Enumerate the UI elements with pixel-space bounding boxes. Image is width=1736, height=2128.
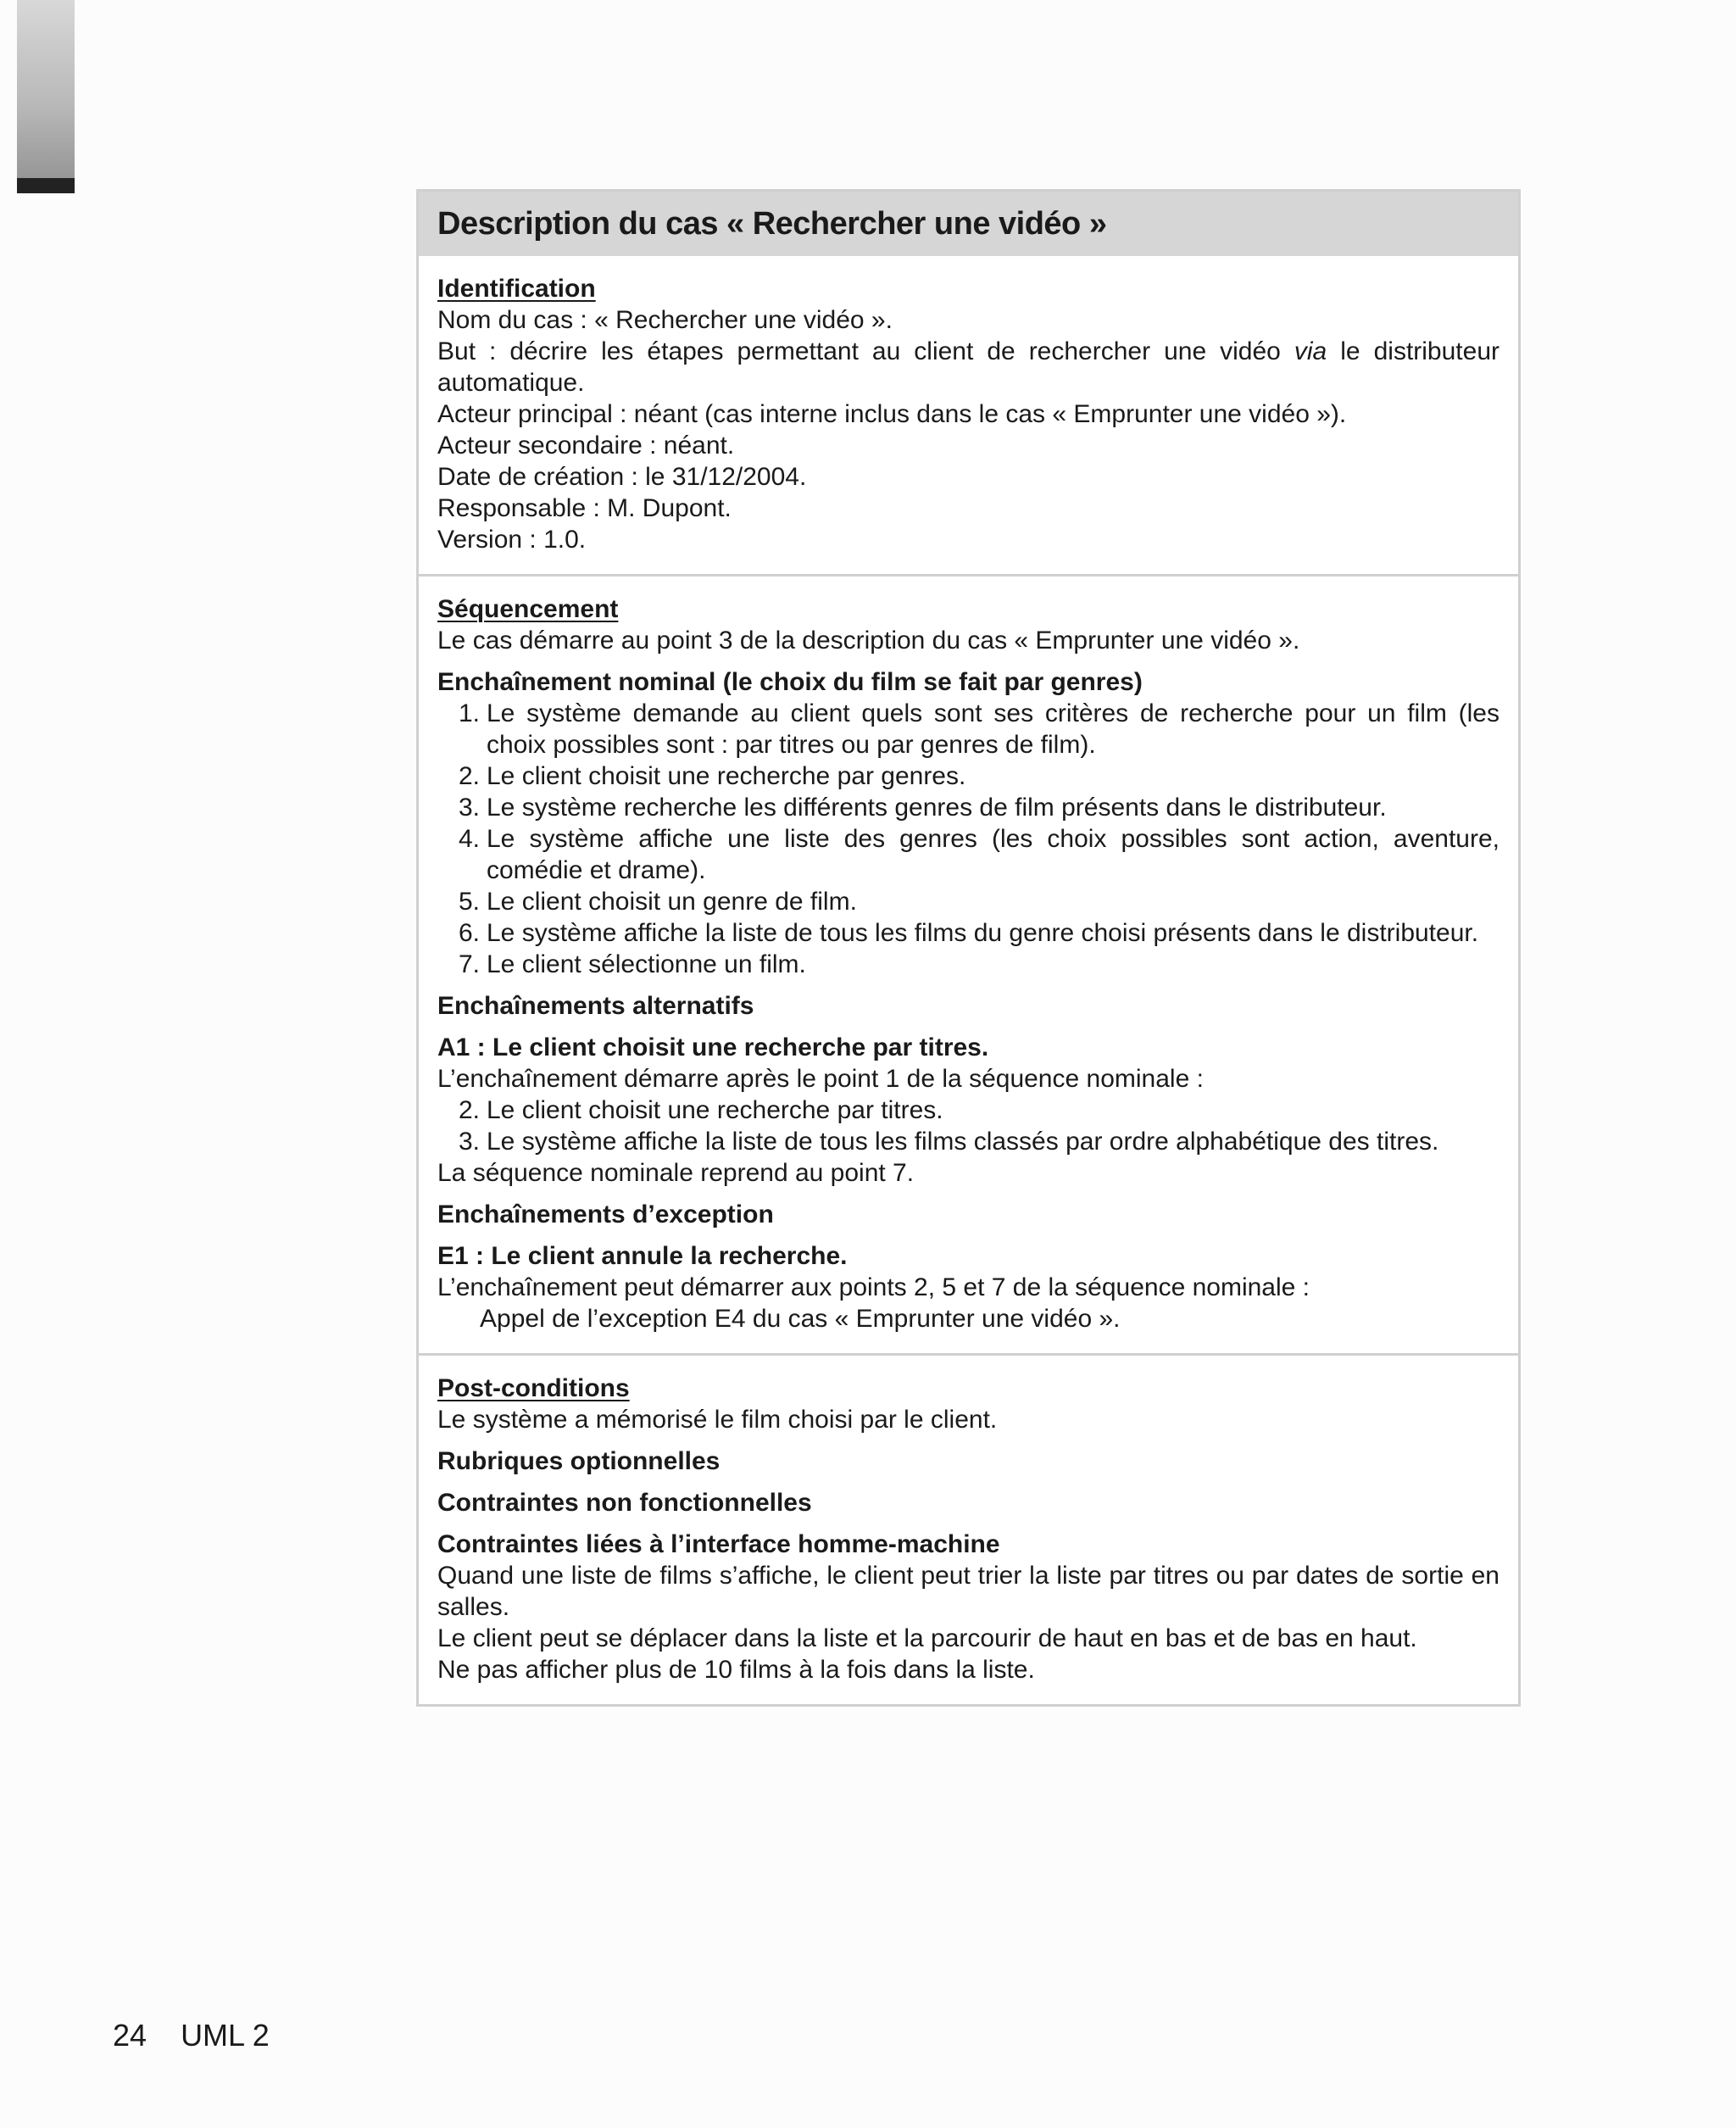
edge-thumb-tab — [17, 0, 75, 193]
page-number: 24 — [113, 2018, 147, 2053]
step-number: 5. — [458, 888, 480, 916]
exc-e1-title: E1 : Le client annule la recherche. — [437, 1242, 848, 1270]
optional-sections-title: Rubriques optionnelles — [437, 1447, 721, 1475]
list-item — [437, 823, 1500, 886]
list-item — [437, 698, 1500, 760]
list-item — [437, 760, 1500, 792]
step-text: Le client sélectionne un film. — [487, 950, 806, 978]
postconditions-heading: Post-conditions — [437, 1374, 630, 1402]
list-item — [437, 1095, 1500, 1126]
id-line-main-actor: Acteur principal : néant (cas interne inclus dans le cas « Emprunter une vidéo »). — [437, 400, 1347, 428]
id-line-name: Nom du cas : « Rechercher une vidéo ». — [437, 306, 893, 334]
sequencing-heading: Séquencement — [437, 595, 619, 623]
list-item — [437, 917, 1500, 949]
list-item — [437, 792, 1500, 823]
step-number: 2. — [458, 1096, 480, 1124]
alt-a1-intro: L’enchaînement démarre après le point 1 de la séquence nominale : — [437, 1065, 1204, 1093]
identification-heading: Identification — [437, 275, 596, 303]
hmi-constraint-line: Quand une liste de films s’affiche, le client peut trier la liste par titres ou par dates de sortie en salles. — [437, 1562, 1500, 1621]
id-line-version: Version : 1.0. — [437, 526, 587, 554]
postconditions-text: Le système a mémorisé le film choisi par le client. — [437, 1406, 998, 1434]
id-line-owner: Responsable : M. Dupont. — [437, 494, 732, 522]
step-number: 4. — [458, 825, 480, 853]
step-number: 6. — [458, 919, 480, 947]
step-number: 7. — [458, 950, 480, 978]
sequencing-section — [419, 574, 1518, 1353]
book-title: UML 2 — [181, 2018, 270, 2053]
hmi-constraint-line: Le client peut se déplacer dans la liste et la parcourir de haut en bas et de bas en haut. — [437, 1624, 1417, 1652]
page-footer — [113, 2018, 270, 2053]
nominal-steps-list — [437, 698, 1500, 980]
step-text: Le client choisit un genre de film. — [487, 888, 857, 916]
list-item — [437, 886, 1500, 917]
alt-a1-steps-list — [437, 1095, 1500, 1157]
step-text: Le système affiche la liste de tous les films classés par ordre alphabétique des titres. — [487, 1128, 1439, 1156]
sequencing-intro: Le cas démarre au point 3 de la description du cas « Emprunter une vidéo ». — [437, 627, 1300, 655]
alt-a1-title: A1 : Le client choisit une recherche par titres. — [437, 1033, 989, 1061]
exception-flows-title: Enchaînements d’exception — [437, 1200, 774, 1228]
id-line-secondary-actor: Acteur secondaire : néant. — [437, 432, 735, 460]
step-text: Le système recherche les différents genres de film présents dans le distributeur. — [487, 794, 1387, 822]
step-number: 3. — [458, 794, 480, 822]
step-text: Le système affiche une liste des genres (les choix possibles sont action, aventure, comédie et drame). — [487, 825, 1500, 884]
step-number: 1. — [458, 699, 480, 727]
step-number: 2. — [458, 762, 480, 790]
postconditions-section — [419, 1353, 1518, 1704]
identification-section — [419, 256, 1518, 574]
nominal-flow-title: Enchaînement nominal (le choix du film se fait par genres) — [437, 668, 1143, 696]
step-text: Le système affiche la liste de tous les films du genre choisi présents dans le distributeur. — [487, 919, 1479, 947]
box-title: Description du cas « Rechercher une vidéo » — [419, 192, 1518, 256]
list-item — [437, 949, 1500, 980]
use-case-description-box — [416, 189, 1521, 1707]
step-number: 3. — [458, 1128, 480, 1156]
non-functional-constraints-title: Contraintes non fonctionnelles — [437, 1489, 812, 1517]
id-line-goal: But : décrire les étapes permettant au client de rechercher une vidéo via le distributeur automatique. — [437, 337, 1500, 397]
id-line-creation-date: Date de création : le 31/12/2004. — [437, 463, 807, 491]
exc-e1-action: Appel de l’exception E4 du cas « Emprunter une vidéo ». — [480, 1305, 1121, 1333]
alt-a1-outro: La séquence nominale reprend au point 7. — [437, 1159, 915, 1187]
step-text: Le client choisit une recherche par titres. — [487, 1096, 943, 1124]
exc-e1-intro: L’enchaînement peut démarrer aux points 2, 5 et 7 de la séquence nominale : — [437, 1273, 1310, 1301]
list-item — [437, 1126, 1500, 1157]
hmi-constraint-line: Ne pas afficher plus de 10 films à la fois dans la liste. — [437, 1656, 1035, 1684]
step-text: Le système demande au client quels sont ses critères de recherche pour un film (les choix possibles sont : par titres ou par genres de film). — [487, 699, 1500, 759]
step-text: Le client choisit une recherche par genres. — [487, 762, 966, 790]
alternative-flows-title: Enchaînements alternatifs — [437, 992, 754, 1020]
hmi-constraints-title: Contraintes liées à l’interface homme-machine — [437, 1530, 1000, 1558]
